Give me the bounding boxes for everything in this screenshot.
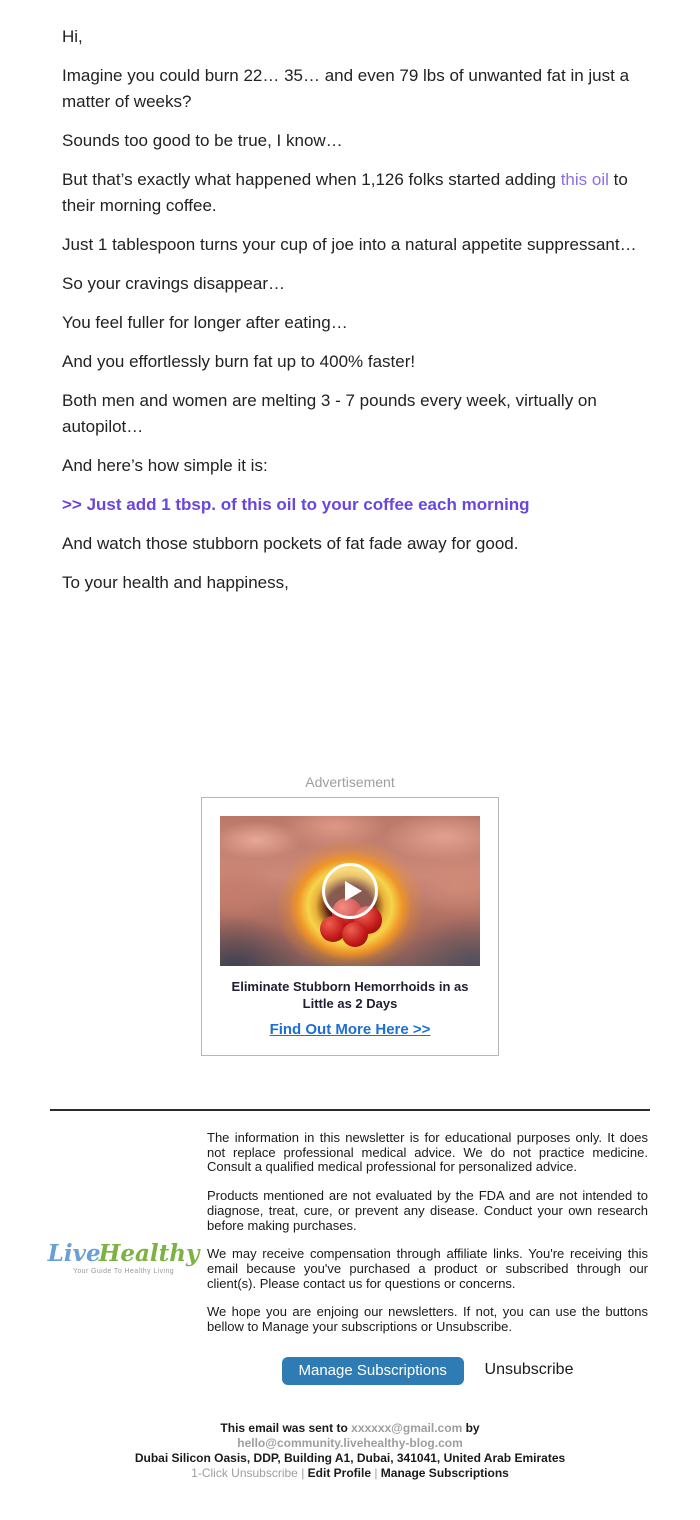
paragraph-cravings: So your cravings disappear…: [62, 274, 286, 293]
paragraph-fade-away: And watch those stubborn pockets of fat fade away for good.: [62, 534, 519, 553]
sent-by-text: by: [462, 1420, 480, 1435]
disclaimer-educational: The information in this newsletter is for educational purposes only. It does not replace professional medical advice. We do not practice medicine. Consult a qualified medical professional for personalized advice.: [207, 1130, 648, 1175]
paragraph-but-thats-before: But that’s exactly what happened when 1,126 folks started adding: [62, 170, 561, 189]
paragraph-how-simple: And here’s how simple it is:: [62, 456, 268, 475]
logo-tagline: Your Guide To Healthy Living: [72, 1267, 175, 1275]
email-body: [62, 0, 642, 596]
paragraph-but-thats-after: to their morning coffee.: [62, 170, 628, 215]
disclaimer-enjoy: We hope you are enjoing our newsletters. If not, you can use the buttons bellow to Manage your subscriptions or Unsubscribe.: [207, 1304, 648, 1335]
manage-subscriptions-button[interactable]: Manage Subscriptions: [282, 1357, 464, 1385]
live-healthy-logo: [48, 1241, 200, 1275]
footer-links-line: [134, 1466, 566, 1481]
advertisement-section: [0, 774, 700, 1056]
ad-headline: Eliminate Stubborn Hemorrhoids in as Little as 2 Days: [231, 979, 469, 1011]
find-out-more-link[interactable]: Find Out More Here >>: [269, 1021, 431, 1038]
subscription-buttons-row: [207, 1357, 648, 1385]
separator: |: [297, 1465, 308, 1480]
sent-to-text: This email was sent to: [220, 1420, 352, 1435]
footer: [40, 1111, 700, 1385]
paragraph-melting: Both men and women are melting 3 - 7 pounds every week, virtually on autopilot…: [62, 391, 597, 436]
sender-email-link[interactable]: hello@community.livehealthy-blog.com: [237, 1435, 463, 1450]
red-sphere-graphic: [342, 922, 368, 947]
logo-word-healthy: Healthy: [98, 1239, 200, 1267]
manage-subscriptions-footer-link[interactable]: Manage Subscriptions: [380, 1465, 509, 1480]
greeting: Hi,: [62, 27, 83, 46]
advertisement-box: [201, 797, 499, 1056]
paragraph-signoff: To your health and happiness,: [62, 573, 289, 592]
one-click-unsubscribe-link[interactable]: 1-Click Unsubscribe: [191, 1465, 298, 1480]
footer-logo-column: [40, 1131, 207, 1385]
unsubscribe-link[interactable]: Unsubscribe: [484, 1361, 574, 1379]
bottom-footer: [134, 1421, 566, 1481]
logo-wordmark: [48, 1241, 200, 1267]
advertisement-label: Advertisement: [305, 774, 395, 790]
paragraph-burn-faster: And you effortlessly burn fat up to 400% faster!: [62, 352, 416, 371]
edit-profile-link[interactable]: Edit Profile: [307, 1465, 371, 1480]
disclaimer-affiliate: We may receive compensation through affiliate links. You're receiving this email because you've purchased a product or subscribed through our client(s). Please contact us for questions or concerns.: [207, 1246, 648, 1291]
ad-video-thumbnail[interactable]: [220, 816, 480, 966]
play-triangle-icon: [345, 881, 362, 901]
cta-link[interactable]: >> Just add 1 tbsp. of this oil to your coffee each morning: [62, 495, 530, 514]
paragraph-but-thats: [62, 167, 642, 219]
recipient-email-link[interactable]: xxxxxx@gmail.com: [351, 1420, 463, 1435]
play-icon[interactable]: [322, 863, 378, 919]
paragraph-imagine: Imagine you could burn 22… 35… and even 79 lbs of unwanted fat in just a matter of weeks?: [62, 66, 630, 111]
company-address: Dubai Silicon Oasis, DDP, Building A1, Dubai, 341041, United Arab Emirates: [134, 1450, 566, 1465]
separator: |: [371, 1465, 381, 1480]
footer-text-column: [207, 1131, 648, 1385]
cta-line: [62, 492, 642, 518]
this-oil-link[interactable]: this oil: [560, 170, 609, 189]
paragraph-sounds: Sounds too good to be true, I know…: [62, 131, 343, 150]
disclaimer-fda: Products mentioned are not evaluated by the FDA and are not intended to diagnose, treat, cure, or prevent any disease. Conduct your own research before making purchases.: [207, 1188, 648, 1233]
paragraph-tablespoon: Just 1 tablespoon turns your cup of joe into a natural appetite suppressant…: [62, 235, 637, 254]
sent-to-line: [134, 1421, 566, 1451]
paragraph-fuller: You feel fuller for longer after eating…: [62, 313, 348, 332]
logo-word-live: Live: [47, 1239, 101, 1267]
